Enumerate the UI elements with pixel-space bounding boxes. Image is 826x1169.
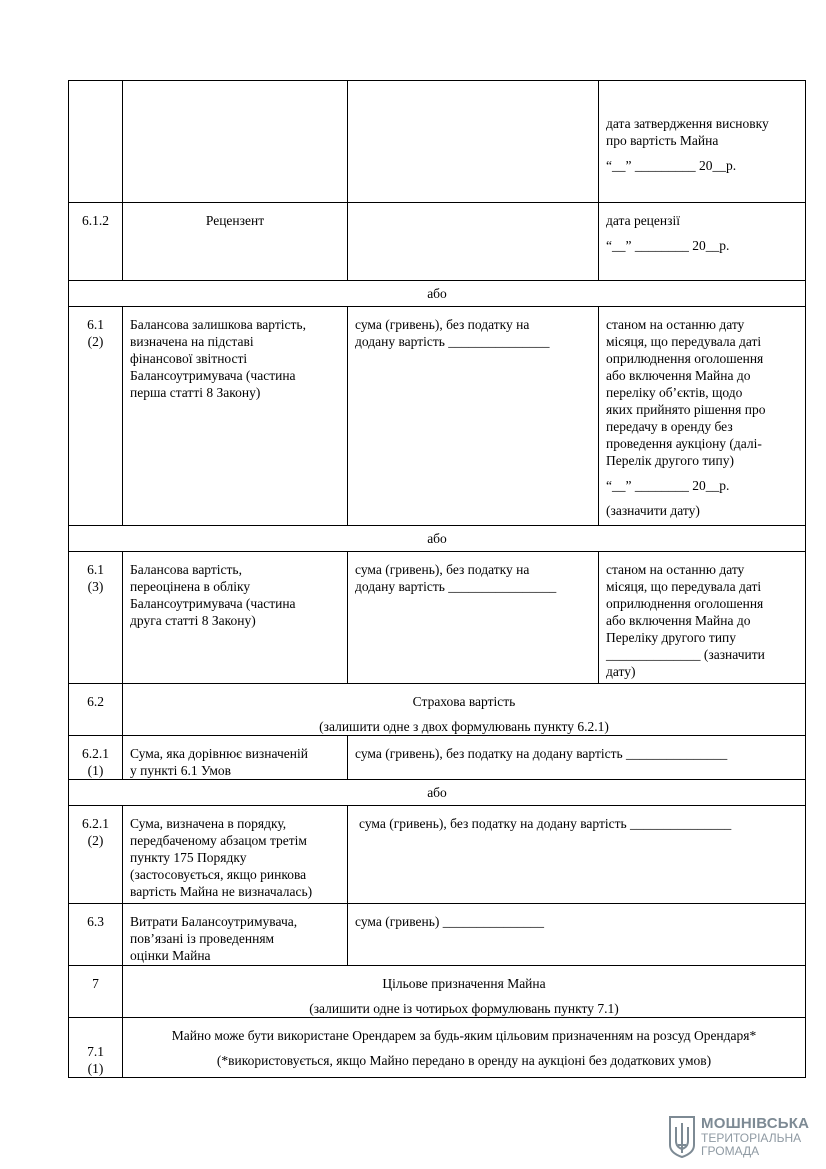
table-row bbox=[69, 526, 806, 552]
table-row: 6.1 (2) Балансова залишкова вартість, визначена на підставі фінансової звітності Балансоутримувача (частина перша статті 8 Закону) сума (гривень), без податку на додану вартість _______________ станом на останню дату місяця, що передувала даті оприлюднення оголошення або включення Майна до переліку об’єктів, щодо яких прийнято рішення про передачу в оренду без проведення аукціону (далі- Перелік другого типу) “__” ________ 20__р. (зазначити дату) bbox=[69, 307, 806, 526]
approval-date-cell: дата затвердження висновку про вартість Майна “__” _________ 20__р. bbox=[599, 81, 806, 203]
reviewer-label: Рецензент bbox=[205, 213, 265, 228]
logo-subtitle: ТЕРИТОРІАЛЬНА bbox=[701, 1131, 802, 1145]
table-row bbox=[69, 780, 806, 806]
table-row bbox=[69, 684, 806, 736]
logo-subtitle: ГРОМАДА bbox=[701, 1144, 760, 1158]
community-logo bbox=[668, 1115, 818, 1161]
table-row: 6.2.1 (1) Сума, яка дорівнює визначеній у пункті 6.1 Умов сума (гривень), без податку на додану вартість _______________ bbox=[69, 736, 806, 780]
row-number: 7 bbox=[92, 976, 99, 991]
row-number: 6.2.1 bbox=[82, 816, 109, 831]
or-separator: або bbox=[69, 780, 806, 806]
or-separator: або bbox=[69, 281, 806, 307]
section-title: Цільове призначення Майна bbox=[382, 976, 546, 991]
table-row bbox=[69, 281, 806, 307]
table-row: 6.1 (3) Балансова вартість, переоцінена в обліку Балансоутримувача (частина друга статті 8 Закону) сума (гривень), без податку на додану вартість ________________ станом на останню дату місяця, що передувала даті оприлюднення оголошення або включення Майна до Переліку другого типу ______________ (зазначити дату) bbox=[69, 552, 806, 684]
conditions-table bbox=[68, 80, 806, 1078]
row-number: 7.1 bbox=[87, 1044, 104, 1059]
row-number: 6.2 bbox=[87, 694, 104, 709]
row-number: 6.3 bbox=[87, 914, 104, 929]
logo-title: МОШНІВСЬКА bbox=[701, 1115, 810, 1132]
section-title: Страхова вартість bbox=[412, 694, 516, 709]
or-separator: або bbox=[69, 526, 806, 552]
table-row: 6.2.1 (2) Сума, визначена в порядку, передбаченому абзацом третім пункту 175 Порядку (застосовується, якщо ринкова вартість Майна не визначалась) сума (гривень), без податку на додану вартість _______________ bbox=[69, 806, 806, 904]
row-number: 6.1 bbox=[87, 317, 104, 332]
row-number: 6.2.1 bbox=[82, 746, 109, 761]
table-row bbox=[69, 81, 806, 203]
table-row: 6.3 Витрати Балансоутримувача, пов’язані із проведенням оцінки Майна сума (гривень) _______________ bbox=[69, 904, 806, 966]
table-row: 7.1 (1) Майно може бути використане Орендарем за будь-яким цільовим призначенням на розсуд Орендаря* (*використовується, якщо Майно передано в оренду на аукціоні без додаткових умов) bbox=[69, 1018, 806, 1078]
trident-emblem-icon bbox=[668, 1115, 696, 1159]
row-number: 6.1 bbox=[87, 562, 104, 577]
table-row bbox=[69, 966, 806, 1018]
section-note: (залишити одне із чотирьох формулювань пункту 7.1) bbox=[309, 1001, 619, 1016]
row-number: 6.1.2 bbox=[82, 213, 109, 228]
section-note: (залишити одне з двох формулювань пункту 6.2.1) bbox=[319, 719, 609, 734]
table-row: 6.1.2 Рецензент дата рецензії “__” ________ 20__р. bbox=[69, 203, 806, 281]
